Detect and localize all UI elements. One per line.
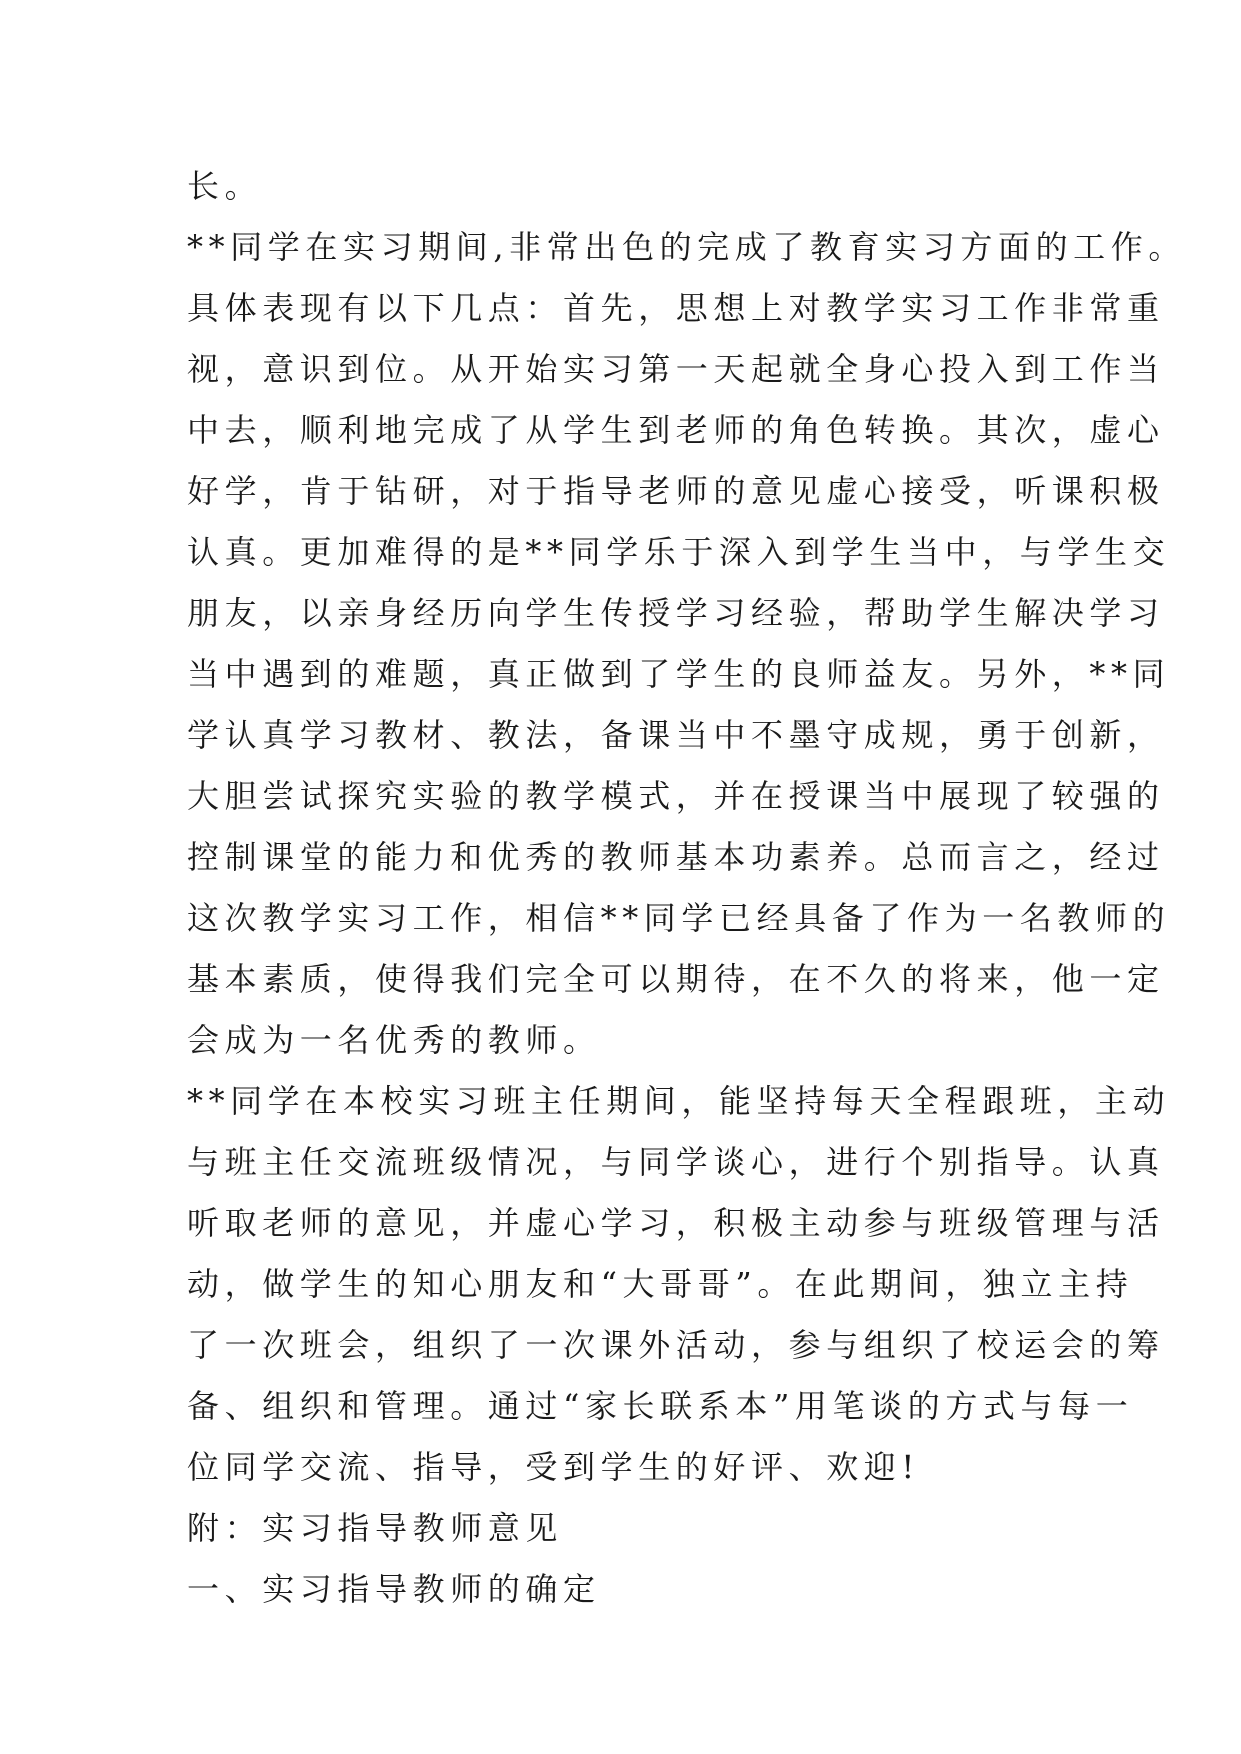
text-line: 会成为一名优秀的教师。 (187, 1021, 601, 1059)
text-line: 好学，肯于钻研，对于指导老师的意见虚心接受，听课积极 (187, 472, 1165, 510)
text-line: 朋友，以亲身经历向学生传授学习经验，帮助学生解决学习 (187, 594, 1165, 632)
text-line: 位同学交流、指导，受到学生的好评、欢迎! (187, 1448, 920, 1486)
section-heading: 附：实习指导教师意见 (187, 1509, 564, 1547)
text-line: **同学在本校实习班主任期间，能坚持每天全程跟班，主动 (187, 1082, 1171, 1120)
text-line: 具体表现有以下几点：首先，思想上对教学实习工作非常重 (187, 289, 1165, 327)
text-line: 基本素质，使得我们完全可以期待，在不久的将来，他一定 (187, 960, 1165, 998)
text-line: 这次教学实习工作，相信**同学已经具备了作为一名教师的 (187, 899, 1171, 937)
text-line: 视，意识到位。从开始实习第一天起就全身心投入到工作当 (187, 350, 1165, 388)
text-line: 认真。更加难得的是**同学乐于深入到学生当中，与学生交 (187, 533, 1171, 571)
text-line: 与班主任交流班级情况，与同学谈心，进行个别指导。认真 (187, 1143, 1165, 1181)
text-line: 听取老师的意见，并虚心学习，积极主动参与班级管理与活 (187, 1204, 1165, 1242)
section-heading: 一、实习指导教师的确定 (187, 1570, 601, 1608)
text-line: 动，做学生的知心朋友和“大哥哥”。在此期间，独立主持 (187, 1265, 1134, 1303)
text-line: 备、组织和管理。通过“家长联系本”用笔谈的方式与每一 (187, 1387, 1134, 1425)
text-line: 长。 (187, 167, 263, 205)
text-line: 中去，顺利地完成了从学生到老师的角色转换。其次，虚心 (187, 411, 1165, 449)
text-line: 了一次班会，组织了一次课外活动，参与组织了校运会的筹 (187, 1326, 1165, 1364)
text-line: 学认真学习教材、教法，备课当中不墨守成规，勇于创新， (187, 716, 1165, 754)
text-line: **同学在实习期间,非常出色的完成了教育实习方面的工作。 (187, 228, 1186, 266)
text-line: 控制课堂的能力和优秀的教师基本功素养。总而言之，经过 (187, 838, 1165, 876)
text-line: 大胆尝试探究实验的教学模式，并在授课当中展现了较强的 (187, 777, 1165, 815)
document-body (187, 156, 1186, 1620)
text-line: 当中遇到的难题，真正做到了学生的良师益友。另外，**同 (187, 655, 1171, 693)
